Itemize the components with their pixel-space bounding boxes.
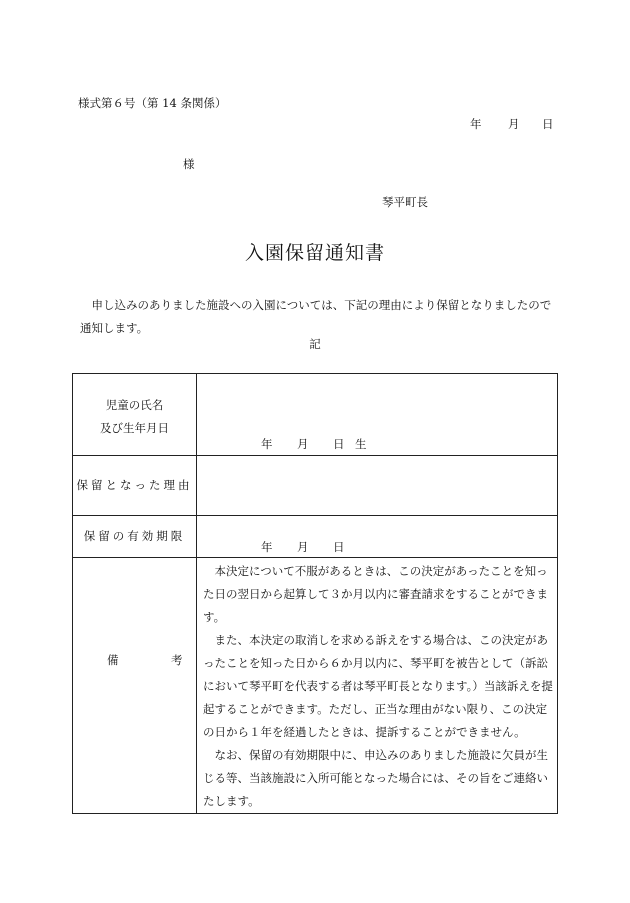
birth-date-year: 年 <box>261 437 273 451</box>
issue-date-day: 日 <box>542 117 554 131</box>
period-value-cell[interactable] <box>197 516 558 558</box>
row-notes <box>73 558 558 814</box>
child-name-label: 児童の氏名 <box>105 397 164 412</box>
row-child-name <box>73 374 558 456</box>
notes-value-cell <box>197 558 558 814</box>
period-date-month: 月 <box>297 540 309 554</box>
issuer-name: 琴平町長 <box>382 195 428 209</box>
notes-label-a: 備 <box>107 653 119 667</box>
birth-date-day: 日 <box>333 437 345 451</box>
ki-marker: 記 <box>309 337 321 351</box>
notes-paragraph-2: また、本決定の取消しを求める訴えをする場合は、この決定があったことを知った日から６か月以内に、琴平町を被告として（訴訟において琴平町を代表する者は琴平町長となります。）当該訴えを提起することができます。ただし、正当な理由がない限り、この決定の日から１年を経過したときは、提訴することができません。 <box>203 633 553 739</box>
notes-label-cell <box>73 558 197 814</box>
birth-date-sei: 生 <box>355 437 367 451</box>
row-reason <box>73 456 558 516</box>
document-title: 入園保留通知書 <box>244 242 385 264</box>
period-label: 保留の有効期限 <box>83 528 186 543</box>
notice-paragraph: 申し込みのありました施設への入園については、下記の理由により保留となりましたので通知します。 <box>80 298 552 335</box>
birth-date-month: 月 <box>297 437 309 451</box>
birth-date-label: 及び生年月日 <box>100 420 169 435</box>
notes-paragraph-3: なお、保留の有効期限中に、申込みのありました施設に欠員が生じる等、当該施設に入所可能となった場合には、その旨をご連絡いたします。 <box>203 748 548 808</box>
notes-paragraph-1: 本決定について不服があるときは、この決定があったことを知った日の翌日から起算して３か月以内に審査請求をすることができます。 <box>203 564 548 624</box>
form-number: 様式第６号（第 14 条関係） <box>78 96 227 110</box>
period-date-year: 年 <box>261 540 273 554</box>
child-name-label-cell <box>73 374 197 456</box>
addressee-suffix: 様 <box>183 157 195 171</box>
issue-date-month: 月 <box>508 117 520 131</box>
period-date-day: 日 <box>333 540 345 554</box>
issue-date-year: 年 <box>470 117 482 131</box>
child-name-value-cell[interactable] <box>197 374 558 456</box>
notes-text <box>197 558 557 813</box>
notice-body <box>80 294 560 340</box>
period-label-cell <box>73 516 197 558</box>
row-period <box>73 516 558 558</box>
notes-label-b: 考 <box>171 653 183 667</box>
reason-label: 保留となった理由 <box>76 477 193 492</box>
notice-table <box>72 373 558 814</box>
reason-value-cell[interactable] <box>197 456 558 516</box>
reason-label-cell <box>73 456 197 516</box>
